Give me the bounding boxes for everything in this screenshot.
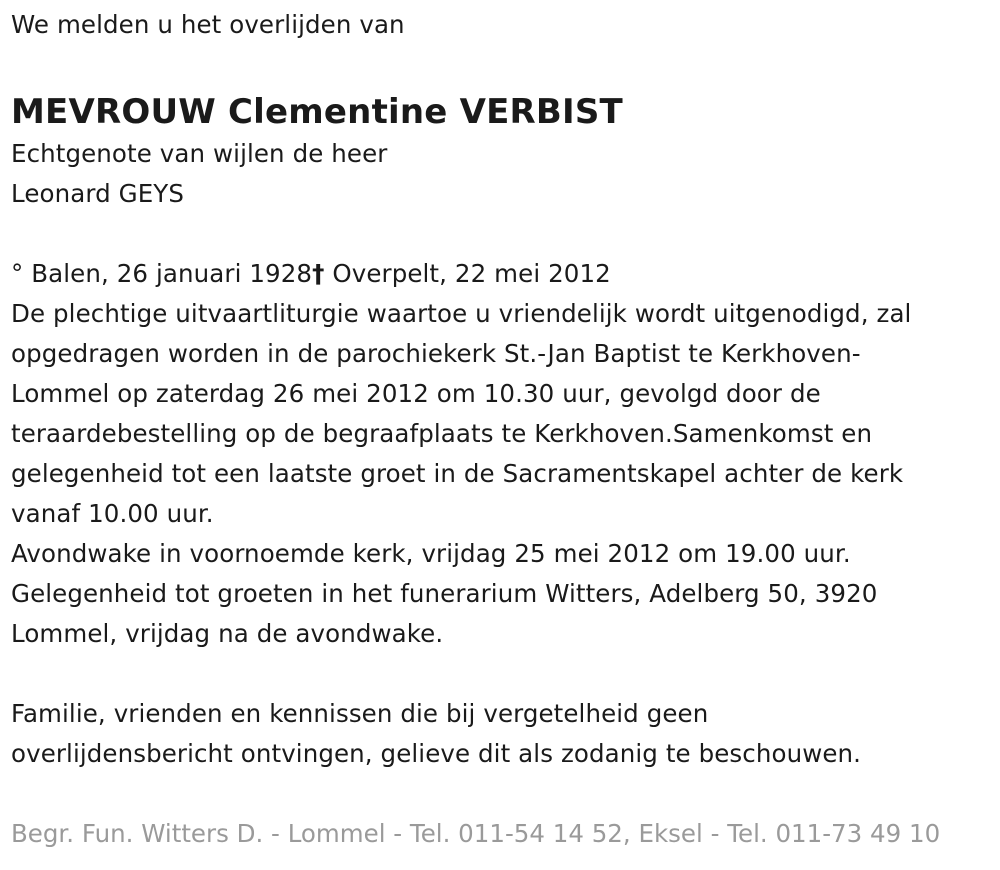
funeral-home-footer: Begr. Fun. Witters D. - Lommel - Tel. 011-54 14 52, Eksel - Tel. 011-73 49 10: [11, 819, 941, 848]
deceased-name: MEVROUW Clementine VERBIST: [11, 92, 623, 132]
liturgy-line: vanaf 10.00 uur.: [11, 499, 214, 528]
spouse-line-2: Leonard GEYS: [11, 179, 184, 208]
spacer: [11, 654, 988, 694]
liturgy-line: teraardebestelling op de begraafplaats te Kerkhoven.Samenkomst en: [11, 419, 873, 448]
liturgy-line: Lommel op zaterdag 26 mei 2012 om 10.30 uur, gevolgd door de: [11, 379, 821, 408]
birth-death-dates: [11, 254, 988, 294]
intro-text: We melden u het overlijden van: [11, 10, 405, 39]
visitation-line: Gelegenheid tot groeten in het funerarium Witters, Adelberg 50, 3920: [11, 579, 878, 608]
family-paragraph: [11, 694, 988, 774]
liturgy-line: gelegenheid tot een laatste groet in de Sacramentskapel achter de kerk: [11, 459, 904, 488]
liturgy-paragraph: [11, 294, 988, 654]
spouse-line-1: Echtgenote van wijlen de heer: [11, 139, 388, 168]
spacer: [11, 214, 988, 254]
death-text: Overpelt, 22 mei 2012: [324, 259, 611, 288]
cross-icon: †: [312, 259, 325, 288]
family-line: Familie, vrienden en kennissen die bij vergetelheid geen: [11, 699, 709, 728]
wake-line: Avondwake in voornoemde kerk, vrijdag 25 mei 2012 om 19.00 uur.: [11, 539, 851, 568]
liturgy-line: opgedragen worden in de parochiekerk St.-Jan Baptist te Kerkhoven-: [11, 339, 861, 368]
liturgy-line: De plechtige uitvaartliturgie waartoe u vriendelijk wordt uitgenodigd, zal: [11, 299, 912, 328]
family-line: overlijdensbericht ontvingen, gelieve dit als zodanig te beschouwen.: [11, 739, 862, 768]
birth-text: ° Balen, 26 januari 1928: [11, 259, 313, 288]
visitation-line: Lommel, vrijdag na de avondwake.: [11, 619, 444, 648]
